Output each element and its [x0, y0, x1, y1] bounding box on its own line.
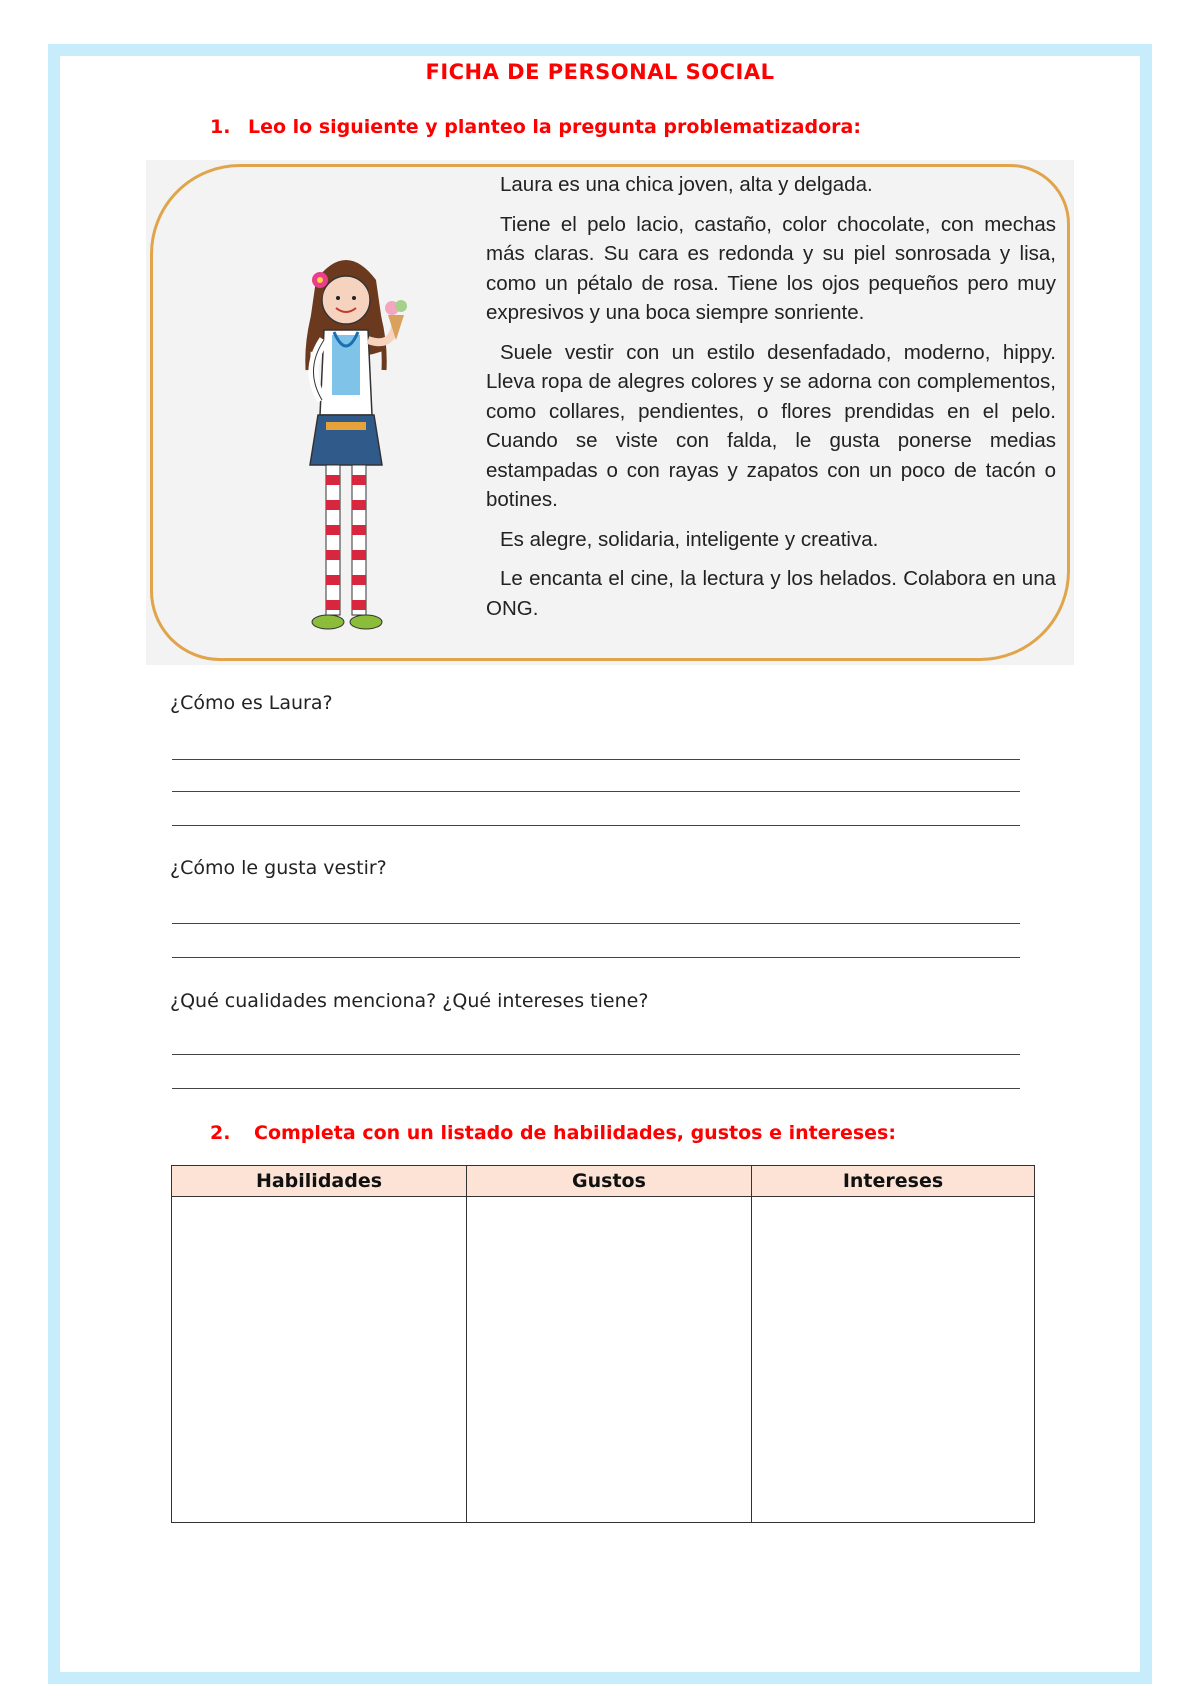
table-header-gustos: Gustos: [467, 1166, 752, 1197]
section-2-text: Completa con un listado de habilidades, gustos e intereses:: [254, 1122, 896, 1144]
answer-line[interactable]: [172, 957, 1020, 958]
reading-text: [486, 170, 1056, 633]
answer-line[interactable]: [172, 825, 1020, 826]
answer-line[interactable]: [172, 923, 1020, 924]
question-1: ¿Cómo es Laura?: [170, 692, 333, 714]
table-cell-intereses[interactable]: [752, 1197, 1035, 1523]
section-1-text: Leo lo siguiente y planteo la pregunta problematizadora:: [248, 116, 861, 138]
reading-paragraph: Le encanta el cine, la lectura y los helados. Colabora en una ONG.: [486, 567, 1056, 620]
answer-line[interactable]: [172, 1054, 1020, 1055]
question-3: ¿Qué cualidades menciona? ¿Qué intereses tiene?: [170, 990, 649, 1012]
page-title: FICHA DE PERSONAL SOCIAL: [425, 60, 775, 84]
table-header-intereses: Intereses: [752, 1166, 1035, 1197]
answer-line[interactable]: [172, 759, 1020, 760]
reading-box: [146, 160, 1074, 665]
section-1-number: 1.: [210, 116, 231, 138]
reading-paragraph: Laura es una chica joven, alta y delgada.: [500, 173, 873, 196]
table-cell-habilidades[interactable]: [172, 1197, 467, 1523]
answer-line[interactable]: [172, 1088, 1020, 1089]
section-2-number: 2.: [210, 1122, 231, 1144]
skills-table: [171, 1165, 1035, 1523]
girl-illustration: [246, 240, 446, 660]
table-header-habilidades: Habilidades: [172, 1166, 467, 1197]
section-1-heading: [210, 116, 861, 138]
reading-paragraph: Tiene el pelo lacio, castaño, color chocolate, con mechas más claras. Su cara es redonda y su piel sonrosada y lisa, como un pétalo de rosa. Tiene los ojos pequeños pero muy expresivos y una boca siempre sonriente.: [486, 212, 1056, 324]
reading-paragraph: Suele vestir con un estilo desenfadado, moderno, hippy. Lleva ropa de alegres colores y se adorna con complementos, como collares, pendientes, o flores prendidas en el pelo. Cuando se viste con falda, le gusta ponerse medias estampadas o con rayas y zapatos con un poco de tacón o botines.: [486, 340, 1056, 511]
question-2: ¿Cómo le gusta vestir?: [170, 857, 387, 879]
section-2-heading: [210, 1122, 896, 1144]
answer-line[interactable]: [172, 791, 1020, 792]
reading-paragraph: Es alegre, solidaria, inteligente y creativa.: [500, 527, 879, 551]
table-cell-gustos[interactable]: [467, 1197, 752, 1523]
